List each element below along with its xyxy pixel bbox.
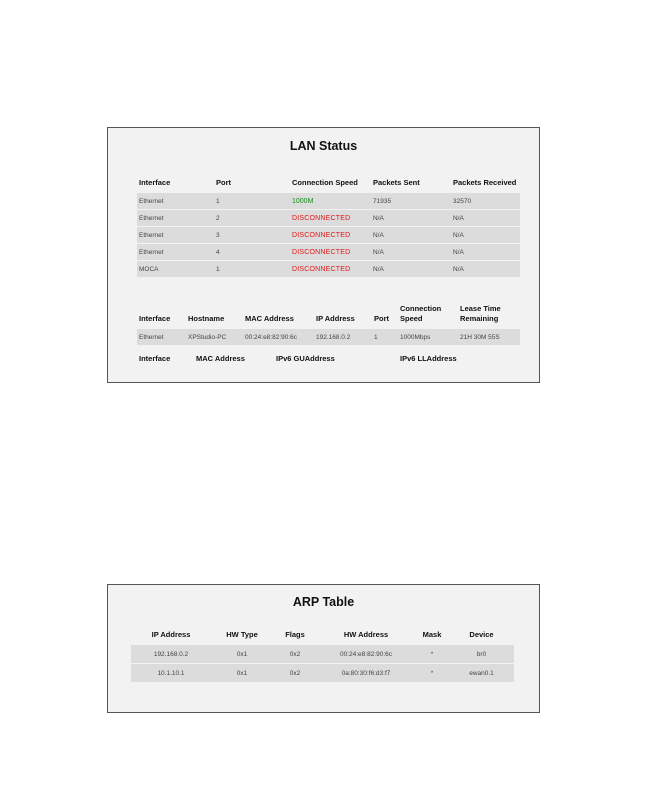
- table-cell: *: [415, 664, 449, 683]
- table-cell: 0x2: [273, 645, 317, 664]
- table-cell: N/A: [451, 210, 520, 227]
- connection-status-disconnected: DISCONNECTED: [290, 210, 371, 227]
- table-cell: 1: [372, 329, 398, 346]
- arp-table: [131, 630, 514, 683]
- table-cell: N/A: [451, 244, 520, 261]
- column-header: Connection Speed: [292, 178, 358, 187]
- table-header-row: [137, 354, 520, 369]
- table-cell: MOCA: [137, 261, 214, 278]
- table-cell: 1: [214, 193, 290, 210]
- table-cell: 0x1: [211, 664, 273, 683]
- table-cell: 0x1: [211, 645, 273, 664]
- lan-ports-table: [137, 178, 520, 278]
- connection-status-disconnected: DISCONNECTED: [290, 261, 371, 278]
- connection-status-disconnected: DISCONNECTED: [290, 227, 371, 244]
- column-header: HW Address: [343, 630, 389, 639]
- table-cell: Ethernet: [137, 227, 214, 244]
- table-cell: N/A: [371, 244, 451, 261]
- table-cell: Ethernet: [137, 244, 214, 261]
- table-cell: Ethernet: [137, 193, 214, 210]
- table-cell: 71935: [371, 193, 451, 210]
- lan-clients-table: [137, 304, 520, 346]
- column-header: Port: [216, 178, 231, 187]
- arp-table-panel: [107, 584, 540, 713]
- column-header: Packets Received: [453, 178, 517, 187]
- column-header: Mask: [422, 630, 442, 639]
- table-cell: N/A: [371, 261, 451, 278]
- column-header: IPv6 GUAddress: [276, 354, 335, 363]
- column-header: Packets Sent: [373, 178, 420, 187]
- column-header: IP Address: [151, 630, 191, 639]
- table-row: [137, 227, 520, 244]
- column-header: MAC Address: [245, 314, 294, 323]
- table-cell: 10.1.10.1: [131, 664, 211, 683]
- table-cell: ewan0.1: [449, 664, 514, 683]
- table-cell: 21H 30M 55S: [458, 329, 520, 346]
- column-header: IPv6 LLAddress: [400, 354, 457, 363]
- table-cell: N/A: [371, 210, 451, 227]
- table-cell: br0: [449, 645, 514, 664]
- table-cell: 0a:80:30:f6:d3:f7: [317, 664, 415, 683]
- connection-status-connected: 1000M: [290, 193, 371, 210]
- table-cell: *: [415, 645, 449, 664]
- lan-ipv6-table: [137, 354, 520, 369]
- table-cell: 192.168.0.2: [131, 645, 211, 664]
- column-header: Interface: [139, 178, 171, 187]
- column-header: Flags: [285, 630, 305, 639]
- connection-status-disconnected: DISCONNECTED: [290, 244, 371, 261]
- table-cell: 1000Mbps: [398, 329, 458, 346]
- table-header-row: [137, 304, 520, 329]
- column-header: Device: [469, 630, 494, 639]
- table-cell: 1: [214, 261, 290, 278]
- column-header: Hostname: [188, 314, 225, 323]
- arp-table-title: ARP Table: [292, 595, 355, 609]
- table-cell: N/A: [371, 227, 451, 244]
- table-cell: N/A: [451, 227, 520, 244]
- table-row: [137, 244, 520, 261]
- table-cell: 3: [214, 227, 290, 244]
- column-header: MAC Address: [196, 354, 245, 363]
- column-header: Port: [374, 314, 389, 323]
- table-row: [137, 329, 520, 346]
- table-row: [137, 210, 520, 227]
- lan-status-panel: [107, 127, 540, 383]
- lan-status-title: LAN Status: [289, 139, 358, 153]
- table-row: [131, 645, 514, 664]
- table-row: [137, 261, 520, 278]
- column-header: Lease Time Remaining: [460, 304, 501, 323]
- table-cell: XPStudio-PC: [186, 329, 243, 346]
- table-cell: 0x2: [273, 664, 317, 683]
- table-cell: Ethernet: [137, 210, 214, 227]
- column-header: Interface: [139, 314, 171, 323]
- table-header-row: [137, 178, 520, 193]
- table-cell: 00:24:e8:82:90:6c: [243, 329, 314, 346]
- table-cell: N/A: [451, 261, 520, 278]
- column-header: Interface: [139, 354, 171, 363]
- table-cell: Ethernet: [137, 329, 186, 346]
- column-header: HW Type: [226, 630, 258, 639]
- table-row: [131, 664, 514, 683]
- table-header-row: [131, 630, 514, 645]
- column-header: Connection Speed: [400, 304, 442, 323]
- table-cell: 192.168.0.2: [314, 329, 372, 346]
- table-cell: 00:24:e8:82:90:6c: [317, 645, 415, 664]
- table-cell: 32570: [451, 193, 520, 210]
- table-cell: 2: [214, 210, 290, 227]
- column-header: IP Address: [316, 314, 355, 323]
- table-row: [137, 193, 520, 210]
- table-cell: 4: [214, 244, 290, 261]
